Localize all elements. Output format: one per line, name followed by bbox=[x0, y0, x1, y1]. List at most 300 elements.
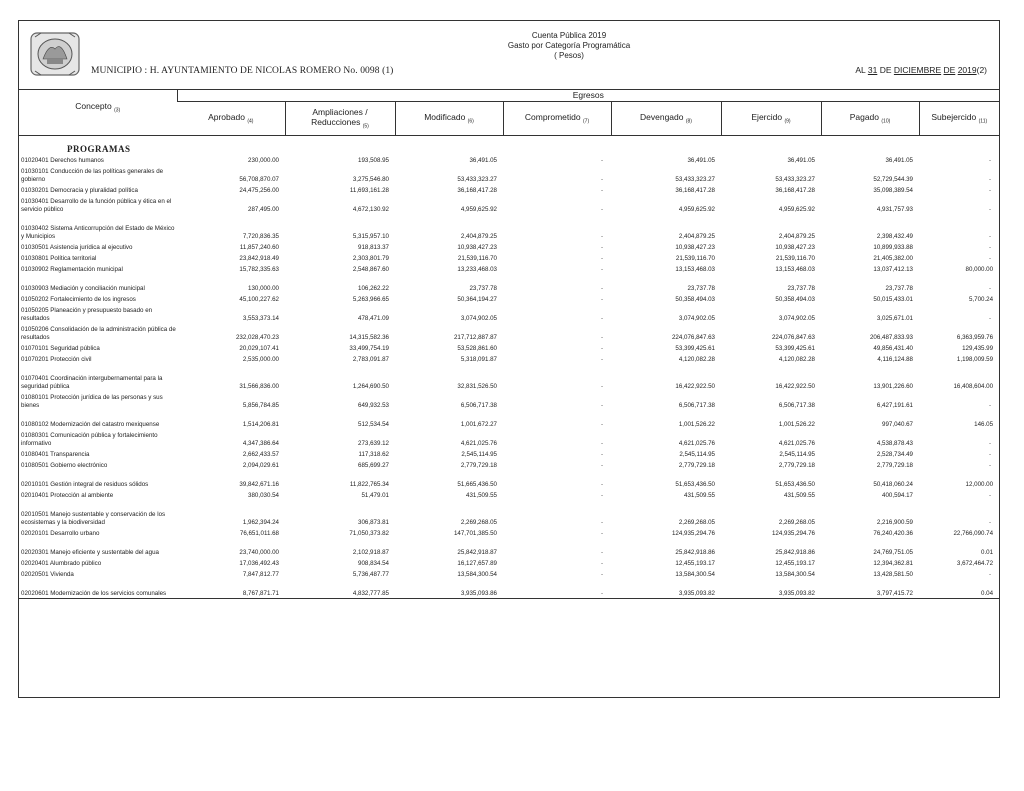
cell-ampl: 4,832,777.85 bbox=[285, 579, 395, 599]
row-concepto: 01070401 Coordinación intergubernamental para la seguridad pública bbox=[21, 375, 163, 390]
cell-ampl: 33,499,754.19 bbox=[349, 345, 389, 352]
cell-modif: 16,127,657.89 bbox=[457, 560, 497, 567]
cell-comp: - bbox=[600, 560, 603, 567]
cell-ampl: 5,736,487.77 bbox=[352, 571, 389, 578]
cell-subej: 3,672,464.72 bbox=[956, 560, 994, 567]
cell-ampl: 512,534.54 bbox=[358, 421, 389, 428]
cell-modif: 431,509.55 bbox=[466, 492, 497, 499]
row-concepto: 01030101 Conducción de las políticas generales de gobierno bbox=[21, 168, 164, 183]
cell-aprobado: 31,566,836.00 bbox=[239, 383, 279, 390]
cell-ampl: 2,548,867.60 bbox=[352, 266, 389, 273]
cell-deven: 53,399,425.61 bbox=[675, 345, 715, 352]
cell-aprobado: 1,962,394.24 bbox=[242, 519, 279, 526]
cell-pagado: 52,729,544.39 bbox=[873, 176, 913, 183]
table-row bbox=[19, 184, 999, 195]
cell-comp: - bbox=[600, 285, 603, 292]
cell-subej: - bbox=[989, 519, 992, 526]
cell-deven: 3,074,902.05 bbox=[678, 315, 715, 322]
cell-modif: 23,737.78 bbox=[469, 285, 497, 292]
cell-subej: - bbox=[989, 206, 992, 213]
row-concepto: 01080501 Gobierno electrónico bbox=[21, 462, 108, 469]
table-row bbox=[19, 342, 999, 353]
cell-subej: - bbox=[989, 492, 992, 499]
cell-aprobado: 5,856,784.85 bbox=[242, 402, 279, 409]
cell-modif: 3,935,093.86 bbox=[395, 579, 503, 599]
cell-comp: - bbox=[600, 440, 603, 447]
report-titles bbox=[459, 31, 679, 61]
cell-ampl: 193,508.95 bbox=[358, 157, 389, 164]
header-col-6: Pagado $_{(10)}$ bbox=[821, 102, 919, 136]
table-row bbox=[19, 304, 999, 323]
cell-comp: - bbox=[600, 266, 603, 273]
cell-comp: - bbox=[600, 157, 603, 164]
table-row bbox=[19, 274, 999, 293]
cell-ejer: 4,120,082.28 bbox=[778, 356, 815, 363]
table-row bbox=[19, 263, 999, 274]
table-row bbox=[19, 557, 999, 568]
date-year: 2019 bbox=[957, 65, 977, 75]
row-concepto: 01080101 Protección jurídica de las personas y sus bienes bbox=[21, 394, 163, 409]
cell-pagado: 13,428,581.50 bbox=[873, 571, 913, 578]
cell-subej: 80,000.00 bbox=[965, 266, 994, 273]
cell-subej: 22,766,090.74 bbox=[953, 530, 994, 537]
table-row bbox=[19, 293, 999, 304]
row-concepto: 01030201 Democracia y pluralidad política bbox=[21, 187, 138, 194]
cell-modif: 36,491.05 bbox=[469, 157, 497, 164]
cell-deven: 16,422,922.50 bbox=[675, 383, 715, 390]
cell-comp: - bbox=[600, 233, 603, 240]
cell-comp: - bbox=[600, 206, 603, 213]
cell-pagado: 4,931,757.93 bbox=[876, 206, 913, 213]
cell-modif: 25,842,918.87 bbox=[457, 549, 497, 556]
cell-comp: - bbox=[600, 244, 603, 251]
municipio-name: MUNICIPIO : H. AYUNTAMIENTO DE NICOLAS ROMERO No. 0098 (1) bbox=[91, 66, 394, 76]
cell-deven: 431,509.55 bbox=[684, 492, 715, 499]
cell-deven: 36,168,417.28 bbox=[675, 187, 715, 194]
row-concepto: 01030801 Política territorial bbox=[21, 255, 97, 262]
cell-pagado: 4,116,124.88 bbox=[877, 356, 913, 363]
cell-ampl: 649,932.53 bbox=[358, 402, 389, 409]
cell-ampl: 71,050,373.82 bbox=[349, 530, 389, 537]
table-row bbox=[19, 214, 999, 241]
report-date bbox=[855, 65, 987, 75]
cell-aprobado: 45,100,227.62 bbox=[239, 296, 279, 303]
cell-ejer: 25,842,918.86 bbox=[775, 549, 815, 556]
cell-subej: - bbox=[989, 402, 992, 409]
cell-aprobado: 2,662,433.57 bbox=[242, 451, 279, 458]
cell-ampl: 918,813.37 bbox=[358, 244, 389, 251]
cell-comp: - bbox=[600, 315, 603, 322]
cell-subej: 0.01 bbox=[981, 549, 994, 556]
cell-modif: 3,074,902.05 bbox=[460, 315, 497, 322]
table-row bbox=[19, 364, 999, 391]
cell-subej: - bbox=[989, 187, 992, 194]
cell-ejer: 2,404,879.25 bbox=[778, 233, 815, 240]
cell-comp: - bbox=[503, 579, 611, 599]
cell-aprobado: 230,000.00 bbox=[248, 157, 279, 164]
cell-ejer: 124,935,294.76 bbox=[771, 530, 815, 537]
row-concepto: 01050206 Consolidación de la administración pública de resultados bbox=[21, 326, 176, 341]
cell-ejer: 51,653,436.50 bbox=[775, 481, 815, 488]
cell-ejer: 4,621,025.76 bbox=[778, 440, 815, 447]
cell-ampl: 1,264,690.50 bbox=[352, 383, 389, 390]
table-row bbox=[19, 154, 999, 165]
table-row bbox=[19, 568, 999, 579]
cell-aprobado: 232,028,470.23 bbox=[235, 334, 279, 341]
cell-ampl: 478,471.09 bbox=[358, 315, 389, 322]
cell-aprobado: 56,708,870.07 bbox=[239, 176, 279, 183]
cell-modif: 36,168,417.28 bbox=[457, 187, 497, 194]
header-col-2: Modificado $_{(6)}$ bbox=[395, 102, 503, 136]
cell-modif: 10,938,427.23 bbox=[457, 244, 497, 251]
header-concepto: Concepto $_{(3)}$ bbox=[19, 89, 177, 136]
row-concepto: 01030501 Asistencia jurídica al ejecutivo bbox=[21, 244, 133, 251]
report-subtitle: Gasto por Categoría Programática bbox=[507, 41, 631, 50]
cell-pagado: 13,901,226.60 bbox=[873, 383, 913, 390]
report-header bbox=[19, 21, 999, 90]
cell-pagado: 23,737.78 bbox=[885, 285, 913, 292]
cell-modif: 53,433,323.27 bbox=[457, 176, 497, 183]
cell-aprobado: 2,094,029.61 bbox=[242, 462, 279, 469]
cell-subej: 6,363,959.76 bbox=[956, 334, 994, 341]
cell-ejer: 431,509.55 bbox=[784, 492, 815, 499]
row-concepto: 01080301 Comunicación pública y fortalecimiento informativo bbox=[21, 432, 158, 447]
cell-comp: - bbox=[600, 356, 603, 363]
row-concepto: 01030402 Sistema Anticorrupción del Estado de México y Municipios bbox=[21, 225, 175, 240]
cell-pagado: 50,015,433.01 bbox=[873, 296, 913, 303]
cell-ampl: 4,672,130.92 bbox=[352, 206, 389, 213]
cell-ampl: 273,639.12 bbox=[358, 440, 389, 447]
table-row bbox=[19, 252, 999, 263]
cell-ejer: 12,455,193.17 bbox=[775, 560, 815, 567]
cell-pagado: 76,240,420.36 bbox=[873, 530, 913, 537]
header-col-3: Comprometido $_{(7)}$ bbox=[503, 102, 611, 136]
cell-comp: - bbox=[600, 530, 603, 537]
cell-pagado: 50,418,060.24 bbox=[873, 481, 913, 488]
cell-modif: 147,701,385.50 bbox=[453, 530, 497, 537]
row-concepto: 01080102 Modernización del catastro mexiquense bbox=[21, 421, 160, 428]
cell-pagado: 2,528,734.49 bbox=[876, 451, 913, 458]
report-title: Cuenta Pública 2019 bbox=[531, 31, 607, 40]
table-row bbox=[19, 353, 999, 364]
cell-ampl: 306,873.81 bbox=[358, 519, 389, 526]
cell-pagado: 206,487,833.93 bbox=[869, 334, 913, 341]
cell-aprobado: 15,782,335.63 bbox=[239, 266, 279, 273]
cell-subej: 16,408,604.00 bbox=[953, 383, 994, 390]
cell-deven: 2,779,729.18 bbox=[678, 462, 715, 469]
cell-subej: - bbox=[989, 255, 992, 262]
cell-ejer: 16,422,922.50 bbox=[775, 383, 815, 390]
row-concepto: 02020401 Alumbrado público bbox=[21, 560, 102, 567]
cell-pagado: 10,899,933.88 bbox=[873, 244, 913, 251]
cell-deven: 12,455,193.17 bbox=[675, 560, 715, 567]
cell-pagado: 21,405,382.00 bbox=[873, 255, 913, 262]
cell-subej: - bbox=[989, 571, 992, 578]
table-row bbox=[19, 579, 999, 599]
cell-ampl: 2,783,091.87 bbox=[352, 356, 389, 363]
table-row bbox=[19, 195, 999, 214]
table-row bbox=[19, 323, 999, 342]
cell-modif: 5,318,091.87 bbox=[460, 356, 497, 363]
cell-modif: 32,831,526.50 bbox=[457, 383, 497, 390]
cell-aprobado: 380,030.54 bbox=[248, 492, 279, 499]
cell-deven: 2,404,879.25 bbox=[678, 233, 715, 240]
header-col-4: Devengado $_{(8)}$ bbox=[611, 102, 721, 136]
cell-modif: 2,404,879.25 bbox=[460, 233, 497, 240]
cell-ampl: 106,262.22 bbox=[358, 285, 389, 292]
cell-pagado: 24,769,751.05 bbox=[873, 549, 913, 556]
cell-ejer: 2,779,729.18 bbox=[778, 462, 815, 469]
cell-ejer: 2,269,268.05 bbox=[778, 519, 815, 526]
cell-ejer: 23,737.78 bbox=[787, 285, 815, 292]
cell-subej: 5,700.24 bbox=[968, 296, 994, 303]
cell-subej: 129,435.99 bbox=[962, 345, 994, 352]
cell-modif: 13,584,300.54 bbox=[457, 571, 497, 578]
cell-modif: 1,001,672.27 bbox=[460, 421, 497, 428]
cell-aprobado: 8,767,871.71 bbox=[177, 579, 285, 599]
cell-pagado: 49,856,431.40 bbox=[873, 345, 913, 352]
cell-deven: 4,959,625.92 bbox=[678, 206, 715, 213]
row-concepto: 01030902 Reglamentación municipal bbox=[21, 266, 123, 273]
cell-modif: 4,959,625.92 bbox=[460, 206, 497, 213]
cell-ejer: 1,001,526.22 bbox=[778, 421, 815, 428]
cell-ampl: 11,693,161.28 bbox=[349, 187, 389, 194]
cell-pagado: 12,394,362.81 bbox=[873, 560, 913, 567]
cell-aprobado: 23,740,000.00 bbox=[239, 549, 279, 556]
cell-pagado: 6,427,191.61 bbox=[876, 402, 913, 409]
cell-ejer: 2,545,114.95 bbox=[779, 451, 815, 458]
date-prefix: AL bbox=[855, 65, 866, 75]
cell-pagado: 400,594.17 bbox=[882, 492, 913, 499]
cell-modif: 13,233,468.03 bbox=[457, 266, 497, 273]
cell-deven: 1,001,526.22 bbox=[678, 421, 715, 428]
cell-deven: 2,269,268.05 bbox=[678, 519, 715, 526]
cell-ampl: 2,303,801.79 bbox=[352, 255, 389, 262]
cell-pagado: 13,037,412.13 bbox=[873, 266, 913, 273]
cell-deven: 10,938,427.23 bbox=[675, 244, 715, 251]
row-concepto: 01020401 Derechos humanos bbox=[21, 157, 104, 164]
cell-modif: 53,528,861.60 bbox=[457, 345, 497, 352]
cell-comp: - bbox=[600, 402, 603, 409]
cell-modif: 50,364,194.27 bbox=[457, 296, 497, 303]
cell-pagado: 3,025,671.01 bbox=[876, 315, 913, 322]
cell-ejer: 53,399,425.61 bbox=[775, 345, 815, 352]
cell-deven: 4,120,082.28 bbox=[678, 356, 715, 363]
cell-ampl: 14,315,582.36 bbox=[349, 334, 389, 341]
cell-pagado: 2,779,729.18 bbox=[876, 462, 913, 469]
cell-comp: - bbox=[600, 492, 603, 499]
cell-aprobado: 4,347,386.64 bbox=[242, 440, 279, 447]
cell-ejer: 36,491.05 bbox=[787, 157, 815, 164]
cell-ejer: 6,506,717.38 bbox=[778, 402, 815, 409]
cell-aprobado: 7,720,836.35 bbox=[242, 233, 279, 240]
header-col-5: Ejercido $_{(9)}$ bbox=[721, 102, 821, 136]
cell-comp: - bbox=[600, 421, 603, 428]
cell-deven: 3,935,093.82 bbox=[611, 579, 721, 599]
row-concepto: 01080401 Transparencia bbox=[21, 451, 90, 458]
cell-ampl: 3,275,546.80 bbox=[352, 176, 389, 183]
cell-aprobado: 7,847,812.77 bbox=[242, 571, 279, 578]
cell-ampl: 11,822,765.34 bbox=[349, 481, 389, 488]
table-row bbox=[19, 391, 999, 410]
cell-subej: - bbox=[989, 176, 992, 183]
cell-ejer: 224,076,847.63 bbox=[771, 334, 815, 341]
cell-modif: 2,545,114.95 bbox=[461, 451, 497, 458]
cell-aprobado: 24,475,256.00 bbox=[239, 187, 279, 194]
table-row bbox=[19, 489, 999, 500]
cell-comp: - bbox=[600, 571, 603, 578]
cell-comp: - bbox=[600, 296, 603, 303]
row-concepto: 01050202 Fortalecimiento de los ingresos bbox=[21, 296, 136, 303]
cell-ampl: 5,263,966.65 bbox=[352, 296, 389, 303]
cell-comp: - bbox=[600, 451, 603, 458]
cell-pagado: 36,491.05 bbox=[885, 157, 913, 164]
cell-ampl: 908,834.54 bbox=[358, 560, 389, 567]
row-concepto: 01030401 Desarrollo de la función pública y ética en el servicio público bbox=[21, 198, 172, 213]
row-concepto: 01070201 Protección civil bbox=[21, 356, 92, 363]
cell-aprobado: 20,029,107.41 bbox=[239, 345, 279, 352]
cell-comp: - bbox=[600, 176, 603, 183]
cell-modif: 6,506,717.38 bbox=[460, 402, 497, 409]
cell-subej: - bbox=[989, 285, 992, 292]
table-row bbox=[19, 470, 999, 489]
cell-ejer: 21,539,116.70 bbox=[775, 255, 815, 262]
cell-subej: 0.04 bbox=[919, 579, 999, 599]
cell-deven: 51,653,436.50 bbox=[675, 481, 715, 488]
table-row bbox=[19, 538, 999, 557]
report-currency: ( Pesos) bbox=[554, 51, 584, 60]
cell-comp: - bbox=[600, 345, 603, 352]
cell-deven: 21,539,116.70 bbox=[675, 255, 715, 262]
cell-subej: - bbox=[989, 157, 992, 164]
cell-deven: 13,584,300.54 bbox=[675, 571, 715, 578]
table-row bbox=[19, 165, 999, 184]
header-col-0: Aprobado $_{(4)}$ bbox=[177, 102, 285, 136]
row-concepto: 02020301 Manejo eficiente y sustentable del agua bbox=[21, 549, 159, 556]
cell-deven: 53,433,323.27 bbox=[675, 176, 715, 183]
cell-ejer: 13,584,300.54 bbox=[775, 571, 815, 578]
table-row bbox=[19, 410, 999, 429]
cell-pagado: 2,398,432.49 bbox=[876, 233, 913, 240]
cell-deven: 6,506,717.38 bbox=[678, 402, 715, 409]
table-row bbox=[19, 500, 999, 527]
cell-ampl: 51,479.01 bbox=[361, 492, 389, 499]
cell-modif: 51,665,436.50 bbox=[457, 481, 497, 488]
table-row bbox=[19, 527, 999, 538]
cell-ejer: 13,153,468.03 bbox=[775, 266, 815, 273]
cell-ejer: 53,433,323.27 bbox=[775, 176, 815, 183]
cell-ejer: 3,935,093.82 bbox=[721, 579, 821, 599]
cell-ampl: 2,102,918.87 bbox=[352, 549, 389, 556]
cell-pagado: 2,216,900.59 bbox=[876, 519, 913, 526]
cell-deven: 4,621,025.76 bbox=[678, 440, 715, 447]
cell-ejer: 50,358,494.03 bbox=[775, 296, 815, 303]
date-month: DICIEMBRE bbox=[893, 65, 942, 75]
cell-deven: 124,935,294.76 bbox=[671, 530, 715, 537]
cell-deven: 13,153,468.03 bbox=[675, 266, 715, 273]
cell-ejer: 36,168,417.28 bbox=[775, 187, 815, 194]
cell-subej: - bbox=[989, 440, 992, 447]
row-concepto: 02020101 Desarrollo urbano bbox=[21, 530, 100, 537]
programs-table bbox=[19, 89, 999, 599]
cell-deven: 50,358,494.03 bbox=[675, 296, 715, 303]
cell-aprobado: 23,842,918.49 bbox=[239, 255, 279, 262]
cell-ampl: 685,699.27 bbox=[358, 462, 389, 469]
cell-comp: - bbox=[600, 255, 603, 262]
cell-pagado: 997,040.67 bbox=[882, 421, 913, 428]
municipal-seal-icon bbox=[29, 29, 81, 79]
cell-aprobado: 287,495.00 bbox=[248, 206, 279, 213]
cell-aprobado: 1,514,206.81 bbox=[242, 421, 279, 428]
cell-comp: - bbox=[600, 334, 603, 341]
row-concepto: 02020601 Modernización de los servicios comunales bbox=[19, 579, 177, 599]
row-concepto: 02020501 Vivienda bbox=[21, 571, 74, 578]
row-concepto: 02010101 Gestión integral de residuos sólidos bbox=[21, 481, 149, 488]
cell-aprobado: 39,842,671.16 bbox=[239, 481, 279, 488]
cell-pagado: 3,797,415.72 bbox=[821, 579, 919, 599]
cell-aprobado: 130,000.00 bbox=[248, 285, 279, 292]
cell-comp: - bbox=[600, 383, 603, 390]
section-programas: PROGRAMAS bbox=[67, 144, 131, 154]
date-de2: DE bbox=[943, 65, 956, 75]
cell-deven: 36,491.05 bbox=[687, 157, 715, 164]
cell-comp: - bbox=[600, 481, 603, 488]
cell-subej: 146.05 bbox=[974, 421, 994, 428]
cell-aprobado: 2,535,000.00 bbox=[242, 356, 279, 363]
cell-modif: 4,621,025.76 bbox=[460, 440, 497, 447]
date-suffix: (2) bbox=[976, 65, 987, 75]
cell-subej: - bbox=[989, 315, 992, 322]
cell-modif: 2,269,268.05 bbox=[460, 519, 497, 526]
cell-modif: 21,539,116.70 bbox=[457, 255, 497, 262]
cell-deven: 2,545,114.95 bbox=[679, 451, 715, 458]
row-concepto: 01050205 Planeación y presupuesto basado en resultados bbox=[21, 307, 153, 322]
cell-comp: - bbox=[600, 519, 603, 526]
cell-subej: - bbox=[989, 244, 992, 251]
cell-modif: 217,712,887.87 bbox=[453, 334, 497, 341]
cell-subej: 1,198,009.59 bbox=[956, 356, 994, 363]
cell-deven: 23,737.78 bbox=[687, 285, 715, 292]
cell-comp: - bbox=[600, 462, 603, 469]
date-day: 31 bbox=[867, 65, 878, 75]
cell-comp: - bbox=[600, 549, 603, 556]
header-col-7: Subejercido $_{(11)}$ bbox=[919, 102, 999, 136]
cell-subej: 12,000.00 bbox=[965, 481, 994, 488]
row-concepto: 02010401 Protección al ambiente bbox=[21, 492, 114, 499]
header-egresos: Egresos bbox=[177, 89, 999, 102]
row-concepto: 01070101 Seguridad pública bbox=[21, 345, 100, 352]
cell-ampl: 5,315,957.10 bbox=[352, 233, 389, 240]
table-row bbox=[19, 459, 999, 470]
cell-aprobado: 17,036,492.43 bbox=[239, 560, 279, 567]
table-row bbox=[19, 448, 999, 459]
cell-ejer: 4,959,625.92 bbox=[778, 206, 815, 213]
cell-aprobado: 11,857,240.60 bbox=[239, 244, 279, 251]
cell-ampl: 117,318.62 bbox=[358, 451, 389, 458]
cell-deven: 25,842,918.86 bbox=[675, 549, 715, 556]
row-concepto: 01030903 Mediación y conciliación municipal bbox=[21, 285, 145, 292]
report-frame bbox=[18, 20, 1000, 698]
cell-ejer: 10,938,427.23 bbox=[775, 244, 815, 251]
cell-deven: 224,076,847.63 bbox=[671, 334, 715, 341]
cell-subej: - bbox=[989, 451, 992, 458]
cell-subej: - bbox=[989, 233, 992, 240]
cell-comp: - bbox=[600, 187, 603, 194]
table-row bbox=[19, 429, 999, 448]
date-de: DE bbox=[879, 65, 892, 75]
cell-subej: - bbox=[989, 462, 992, 469]
header-col-1: Ampliaciones / Reducciones $_{(5)}$ bbox=[285, 102, 395, 136]
